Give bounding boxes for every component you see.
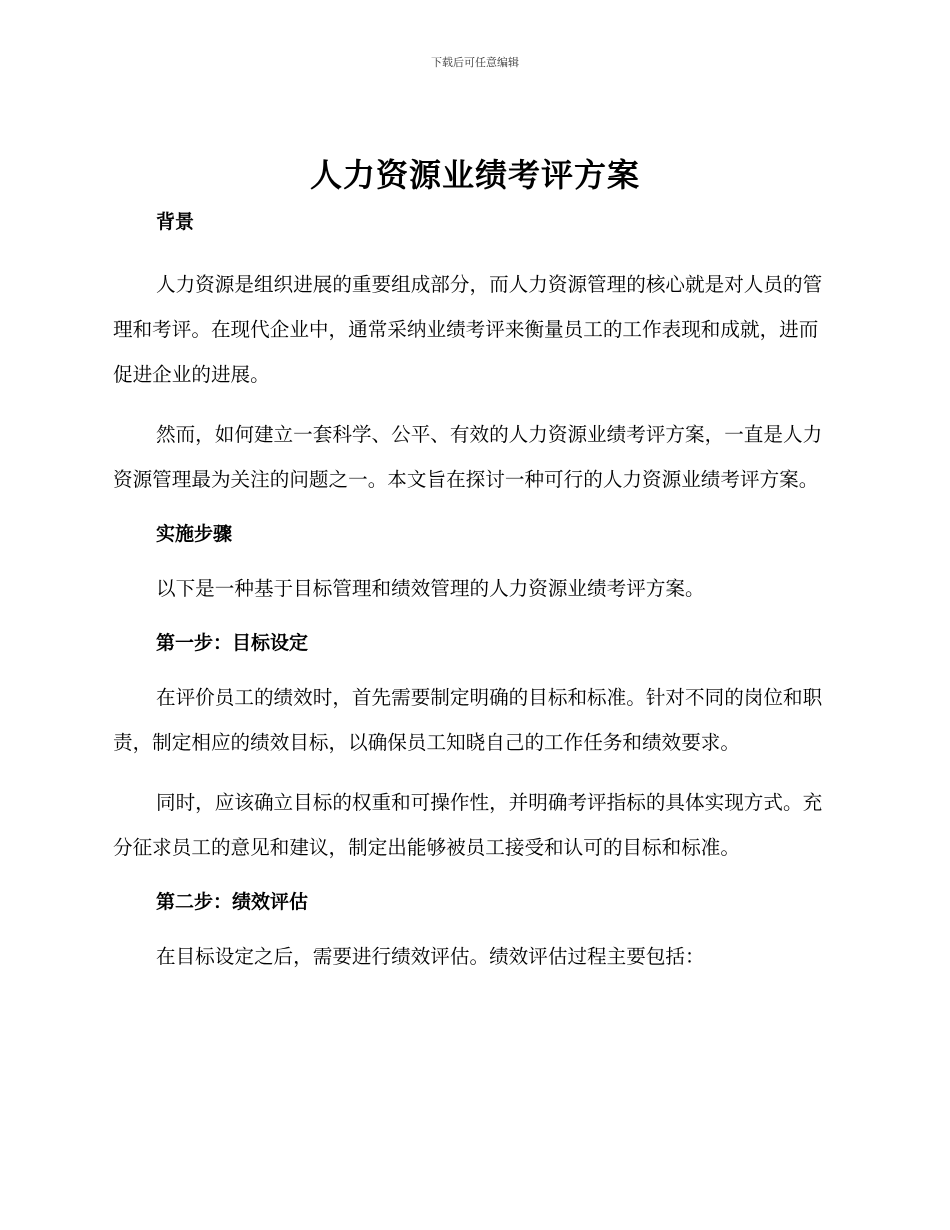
section-heading-step2: 第二步：绩效评估 bbox=[156, 891, 309, 913]
paragraph: 同时，应该确立目标的权重和可操作性，并明确考评指标的具体实现方式。充分征求员工的意见和建议，制定出能够被员工接受和认可的目标和标准。 bbox=[113, 791, 823, 859]
paragraph: 在评价员工的绩效时，首先需要制定明确的目标和标准。针对不同的岗位和职责，制定相应的绩效目标，以确保员工知晓自己的工作任务和绩效要求。 bbox=[113, 686, 823, 754]
paragraph: 然而，如何建立一套科学、公平、有效的人力资源业绩考评方案，一直是人力资源管理最为关注的问题之一。本文旨在探讨一种可行的人力资源业绩考评方案。 bbox=[113, 423, 823, 491]
section-heading-steps: 实施步骤 bbox=[156, 523, 233, 545]
header-note: 下载后可任意编辑 bbox=[431, 56, 519, 69]
paragraph: 在目标设定之后，需要进行绩效评估。绩效评估过程主要包括： bbox=[156, 945, 705, 968]
paragraph: 以下是一种基于目标管理和绩效管理的人力资源业绩考评方案。 bbox=[156, 577, 705, 600]
paragraph: 人力资源是组织进展的重要组成部分，而人力资源管理的核心就是对人员的管理和考评。在现代企业中，通常采纳业绩考评来衡量员工的工作表现和成就，进而促进企业的进展。 bbox=[113, 273, 823, 386]
document-body bbox=[113, 205, 833, 979]
section-heading-step1: 第一步：目标设定 bbox=[156, 632, 309, 654]
document-title: 人力资源业绩考评方案 bbox=[309, 156, 640, 194]
section-heading-background: 背景 bbox=[156, 211, 195, 233]
